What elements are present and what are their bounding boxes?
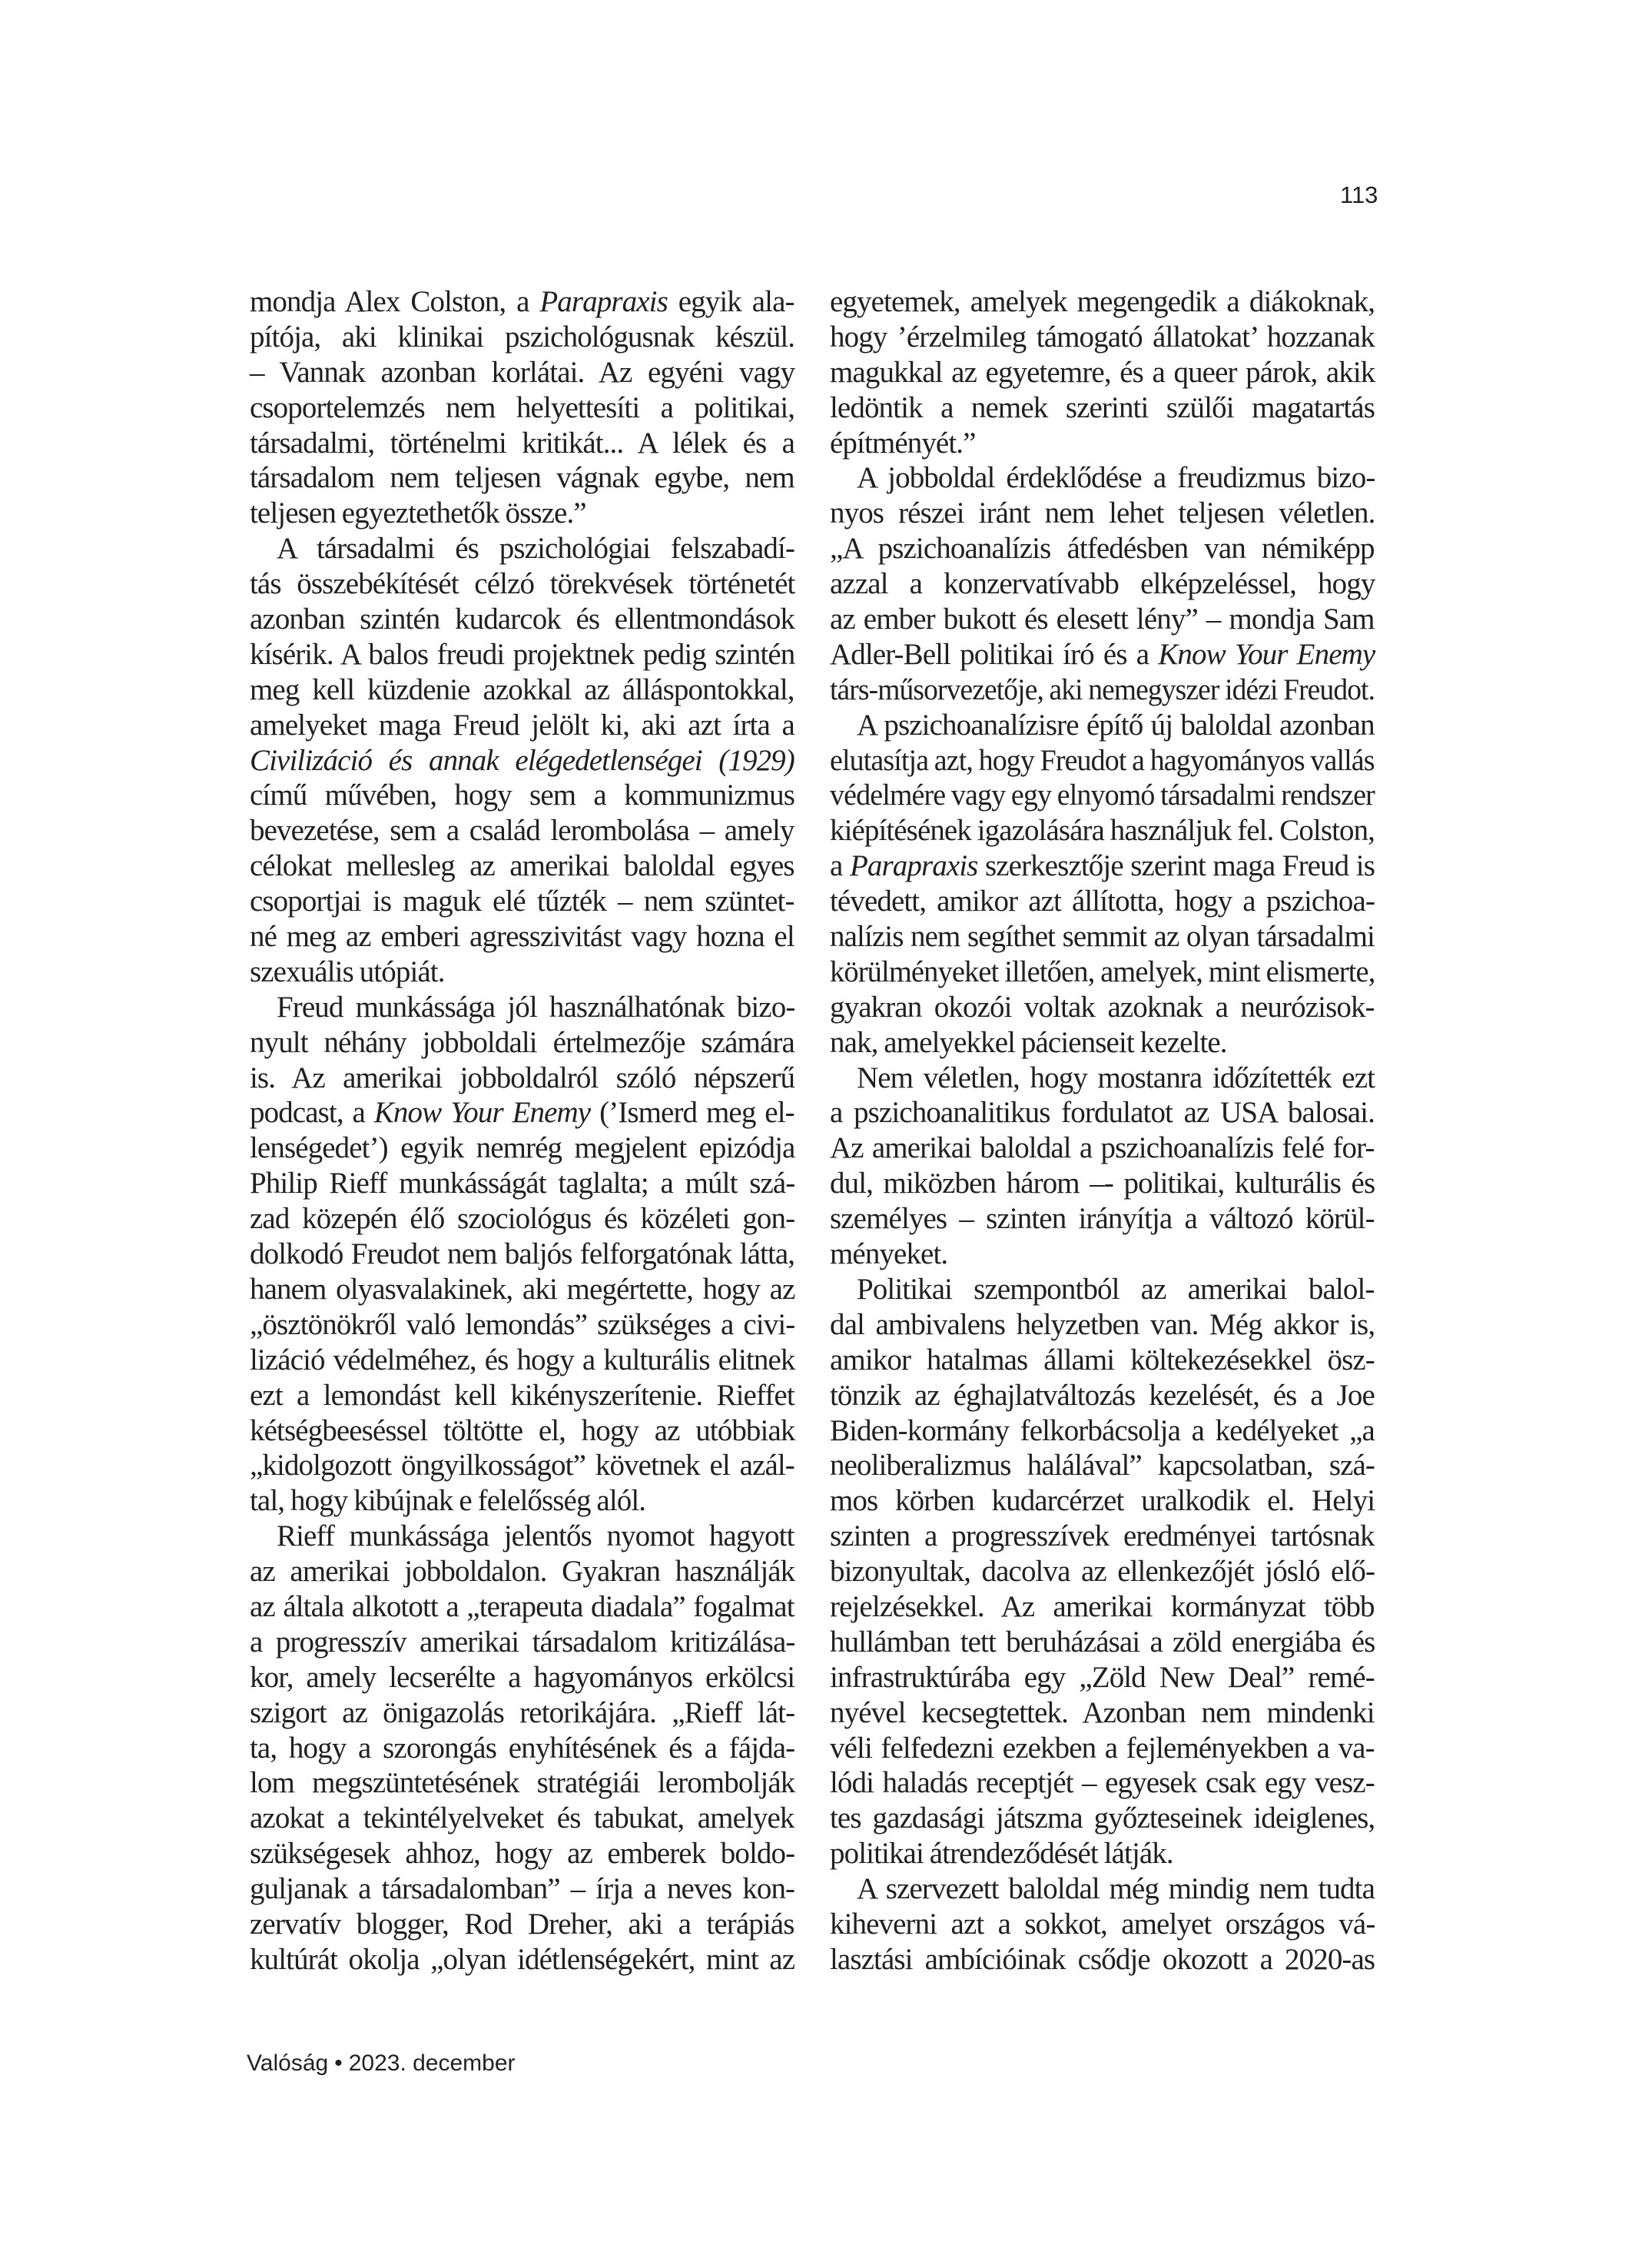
text-segment: lódi haladás receptjét – egyesek csak egy vesz- [830, 1766, 1375, 1800]
text-line [250, 919, 794, 955]
text-segment: személyes – szinten irányítja a változó körül- [830, 1202, 1375, 1236]
text-segment: kor, amely lecserélte a hagyományos erkölcsi [250, 1660, 795, 1694]
text-segment: védelmére vagy egy elnyomó társadalmi rendszer [830, 779, 1375, 812]
text-line [250, 1731, 794, 1766]
text-segment: hogy ’érzelmileg támogató állatokat’ hozzanak [830, 320, 1375, 354]
text-segment: azokat a tekintélyelveket és tabukat, amelyek [250, 1801, 794, 1835]
text-line [830, 426, 1375, 461]
text-segment: hullámban tett beruházásai a zöld energiába és [830, 1625, 1375, 1659]
italic-title: Parapraxis [849, 849, 978, 883]
text-segment: lasztási ambícióinak csődje okozott a 2020-as [830, 1942, 1375, 1976]
text-segment: hanem olyasvalakinek, aki megértette, hogy az [250, 1272, 795, 1306]
text-line [250, 460, 794, 496]
text-segment: bevezetése, sem a család lerombolása – amely [250, 814, 794, 848]
text-segment: nyos részei iránt nem lehet teljesen véletlen. [830, 496, 1375, 530]
text-segment: kiépítésének igazolására használjuk fel. Colston, [830, 814, 1375, 848]
text-line [250, 1589, 794, 1625]
text-segment: guljanak a társadalomban” – írja a neves kon- [250, 1872, 795, 1906]
text-line [830, 320, 1375, 355]
text-line [830, 1201, 1375, 1237]
text-segment: szexuális utópiát. [250, 955, 445, 988]
text-line [830, 1695, 1375, 1731]
text-line [830, 990, 1375, 1025]
text-line [830, 1589, 1375, 1625]
text-line [250, 990, 794, 1025]
text-segment: a pszichoanalitikus fordulatot az USA balosai. [830, 1096, 1375, 1130]
text-line [250, 1307, 794, 1343]
text-segment: kiheverni azt a sokkot, amelyet országos vá- [830, 1907, 1375, 1941]
text-line [250, 1201, 794, 1237]
text-line [830, 1237, 1375, 1272]
text-line [830, 1095, 1375, 1131]
text-segment: építményét.” [830, 426, 976, 460]
text-line [250, 778, 794, 813]
text-line [250, 1871, 794, 1907]
text-segment: Freud munkássága jól használhatónak bizo- [277, 990, 795, 1024]
text-segment: egyetemek, amelyek megengedik a diákoknak, [830, 285, 1375, 318]
text-segment: lizáció védelméhez, és hogy a kulturális elitnek [250, 1343, 795, 1376]
text-line [830, 778, 1375, 813]
text-line [830, 1483, 1375, 1519]
text-segment: bizonyultak, dacolva az ellenkezőjét jósló elő- [830, 1555, 1375, 1589]
italic-title: Civilizáció és annak elégedetlenségei (1929) [250, 743, 794, 777]
italic-title: Know Your Enemy [1158, 637, 1375, 671]
text-segment: csoportjai is maguk elé tűzték – nem szüntet- [250, 885, 794, 918]
text-segment: „A pszichoanalízis átfedésben van némiképp [830, 532, 1375, 566]
text-segment: dul, miközben három –- politikai, kulturális és [830, 1167, 1375, 1200]
text-line [250, 1519, 794, 1554]
text-line [250, 1166, 794, 1201]
text-segment: nyével kecsegtettek. Azonban nem mindenki [830, 1695, 1375, 1729]
text-segment: az amerikai jobboldalon. Gyakran használják [250, 1555, 795, 1589]
text-column-left [250, 284, 794, 1977]
text-segment: magukkal az egyetemre, és a queer párok, akik [830, 355, 1375, 389]
text-line [830, 1907, 1375, 1942]
text-line [250, 672, 794, 708]
text-line [830, 1272, 1375, 1307]
text-segment: – Vannak azonban korlátai. Az egyéni vagy [250, 355, 795, 389]
text-line [830, 1625, 1375, 1660]
text-segment: azzal a konzervatívabb elképzeléssel, hogy [830, 567, 1375, 601]
text-segment: gyakran okozói voltak azoknak a neurózisok- [830, 990, 1375, 1024]
text-segment: kultúrát okolja „olyan idétlenségekért, mint az [250, 1942, 795, 1976]
text-segment: meg kell küzdenie azokkal az álláspontokkal, [250, 672, 794, 706]
text-line [830, 1343, 1375, 1378]
text-line [830, 708, 1375, 743]
text-segment: csoportelemzés nem helyettesíti a politikai, [250, 390, 795, 424]
text-segment: tás összebékítését célzó törekvések történetét [250, 567, 795, 601]
text-segment: az ember bukott és elesett lény” – mondja Sam [830, 603, 1375, 636]
text-line [830, 1765, 1375, 1801]
page-number: 113 [1340, 181, 1378, 208]
text-segment: célokat mellesleg az amerikai baloldal egyes [250, 849, 794, 883]
text-line [250, 813, 794, 848]
text-line [250, 390, 794, 426]
text-segment: A pszichoanalízisre építő új baloldal azonban [857, 708, 1375, 742]
journal-name: Valóság [247, 2050, 329, 2076]
text-line [830, 955, 1375, 990]
text-segment: is. Az amerikai jobboldalról szóló népszerű [250, 1061, 795, 1094]
text-segment: tal, hogy kibújnak e felelősség alól. [250, 1484, 646, 1518]
text-segment: szinten a progresszívek eredményei tartósnak [830, 1519, 1375, 1553]
text-segment: nyult néhány jobboldali értelmezője számára [250, 1025, 794, 1059]
text-line [250, 1625, 794, 1660]
text-segment: tévedett, amikor azt állította, hogy a pszichoa- [830, 885, 1375, 918]
text-segment: tönzik az éghajlatváltozás kezelését, és a Joe [830, 1378, 1375, 1412]
text-segment: szigort az önigazolás retorikájára. „Rieff lát- [250, 1695, 795, 1729]
text-segment: infrastruktúrába egy „Zöld New Deal” remé- [830, 1660, 1375, 1694]
text-line [250, 1765, 794, 1801]
text-line [830, 1413, 1375, 1449]
text-segment: nalízis nem segíthet semmit az olyan társadalmi [830, 920, 1375, 954]
text-segment: né meg az emberi agresszivitást vagy hozna el [250, 920, 794, 954]
text-line [250, 1554, 794, 1589]
text-line [830, 460, 1375, 496]
italic-title: Parapraxis [539, 285, 668, 318]
text-line [250, 708, 794, 743]
text-line [830, 1448, 1375, 1483]
text-line [830, 1801, 1375, 1836]
text-line [830, 1836, 1375, 1871]
text-segment: Adler-Bell politikai író és a [830, 637, 1159, 671]
text-line [250, 284, 794, 320]
text-line [250, 1061, 794, 1096]
text-segment: az általa alkotott a „terapeuta diadala” fogalmat [250, 1589, 794, 1623]
text-line [250, 602, 794, 637]
text-segment: kísérik. A balos freudi projektnek pedig szintén [250, 637, 795, 671]
text-line [830, 284, 1375, 320]
text-line [830, 1307, 1375, 1343]
text-segment: kétségbeeséssel töltötte el, hogy az utóbbiak [250, 1413, 795, 1447]
text-segment: elutasítja azt, hogy Freudot a hagyományos vallás [830, 743, 1375, 777]
text-line [250, 1343, 794, 1378]
text-segment: című művében, hogy sem a kommunizmus [250, 779, 794, 812]
text-line [830, 390, 1375, 426]
page-footer [247, 2050, 516, 2077]
text-segment: társadalom nem teljesen vágnak egybe, nem [250, 461, 794, 495]
text-line [250, 1942, 794, 1977]
text-segment: azonban szintén kudarcok és ellentmondások [250, 603, 795, 636]
text-segment: társ-műsorvezetője, aki nemegyszer idézi Freudot. [830, 672, 1375, 706]
text-line [830, 637, 1375, 672]
text-line [250, 1660, 794, 1695]
text-segment: amikor hatalmas állami költekezésekkel ösz- [830, 1343, 1375, 1376]
text-segment: ezt a lemondást kell kikényszerítenie. Rieffet [250, 1378, 794, 1412]
text-line [830, 1131, 1375, 1166]
text-line [830, 1378, 1375, 1413]
text-line [250, 1483, 794, 1519]
text-segment: szerkesztője szerint maga Freud is [977, 849, 1375, 883]
text-line [830, 496, 1375, 531]
text-line [830, 1061, 1375, 1096]
text-segment: Philip Rieff munkásságát taglalta; a múlt szá- [250, 1167, 795, 1200]
text-segment: A szervezett baloldal még mindig nem tudta [857, 1872, 1375, 1906]
text-line [830, 1166, 1375, 1201]
text-segment: A jobboldal érdeklődése a freudizmus bizo- [857, 461, 1375, 495]
text-segment: Nem véletlen, hogy mostanra időzítették ezt [857, 1061, 1375, 1094]
text-line [250, 1695, 794, 1731]
text-line [250, 743, 794, 779]
text-segment: teljesen egyeztethetők össze.” [250, 496, 586, 530]
text-line [830, 919, 1375, 955]
text-segment: tes gazdasági játszma győzteseinek ideiglenes, [830, 1801, 1375, 1835]
text-line [250, 1237, 794, 1272]
text-segment: egyik ala- [667, 285, 794, 318]
text-line [250, 426, 794, 461]
text-line [830, 1554, 1375, 1589]
text-line [830, 1871, 1375, 1907]
text-line [250, 355, 794, 390]
text-line [250, 1907, 794, 1942]
text-line [250, 637, 794, 672]
text-segment: rejelzésekkel. Az amerikai kormányzat több [830, 1589, 1375, 1623]
text-line [250, 1413, 794, 1449]
text-segment: szükségesek ahhoz, hogy az emberek boldo- [250, 1837, 795, 1871]
text-line [830, 813, 1375, 848]
text-segment: amelyeket maga Freud jelölt ki, aki azt írta a [250, 708, 794, 742]
text-line [830, 1519, 1375, 1554]
text-segment: podcast, a [250, 1096, 374, 1130]
text-segment: lom megszüntetésének stratégiái lerombolják [250, 1766, 795, 1800]
text-line [250, 1272, 794, 1307]
text-line [250, 1131, 794, 1166]
text-line [250, 1025, 794, 1061]
text-segment: lenségedet’) egyik nemrég megjelent epizódja [250, 1131, 795, 1165]
text-segment: ta, hogy a szorongás enyhítésének és a fájda- [250, 1731, 795, 1765]
text-line [250, 1378, 794, 1413]
text-line [250, 1448, 794, 1483]
text-line [830, 672, 1375, 708]
text-segment: társadalmi, történelmi kritikát... A lélek és a [250, 426, 795, 460]
text-segment: dolkodó Freudot nem baljós felforgatónak látta, [250, 1237, 795, 1271]
bullet-separator: • [334, 2050, 343, 2076]
text-segment: Rieff munkássága jelentős nyomot hagyott [277, 1519, 794, 1553]
text-line [830, 848, 1375, 884]
text-line [830, 355, 1375, 390]
text-segment: dal ambivalens helyzetben van. Még akkor is, [830, 1307, 1375, 1341]
text-segment: zad közepén élő szociológus és közéleti gon- [250, 1202, 795, 1236]
italic-title: Know Your Enemy [373, 1096, 591, 1130]
text-segment: ledöntik a nemek szerinti szülői magatartás [830, 390, 1375, 424]
text-segment: „ösztönökről való lemondás” szükséges a civi- [250, 1307, 795, 1341]
text-line [830, 884, 1375, 919]
text-line [830, 1660, 1375, 1695]
text-segment: Biden-kormány felkorbácsolja a kedélyeket „a [830, 1413, 1375, 1447]
text-line [250, 1836, 794, 1871]
text-segment: „kidolgozott öngyilkosságot” követnek el azál- [250, 1449, 794, 1483]
text-segment: mos körben kudarcérzet uralkodik el. Helyi [830, 1484, 1375, 1518]
text-line [250, 566, 794, 602]
text-line [830, 1025, 1375, 1061]
text-line [250, 496, 794, 531]
text-segment: Politikai szempontból az amerikai balol- [857, 1272, 1375, 1306]
text-segment: a progresszív amerikai társadalom kritizálása- [250, 1625, 795, 1659]
text-line [250, 848, 794, 884]
text-line [830, 1731, 1375, 1766]
text-line [250, 955, 794, 990]
text-line [250, 320, 794, 355]
text-line [250, 1095, 794, 1131]
text-segment: pítója, aki klinikai pszichológusnak készül. [250, 320, 795, 354]
text-line [830, 566, 1375, 602]
text-segment: zervatív blogger, Rod Dreher, aki a terápiás [250, 1907, 794, 1941]
text-line [830, 531, 1375, 566]
text-line [250, 531, 794, 566]
text-line [250, 1801, 794, 1836]
text-line [830, 602, 1375, 637]
text-segment: nak, amelyekkel pácienseit kezelte. [830, 1025, 1227, 1059]
text-segment: körülményeket illetően, amelyek, mint elismerte, [830, 955, 1375, 988]
text-column-right [830, 284, 1375, 1977]
text-segment: Az amerikai baloldal a pszichoanalízis felé for- [830, 1131, 1375, 1165]
text-line [830, 1942, 1375, 1977]
text-segment: véli felfedezni ezekben a fejleményekben a va- [830, 1731, 1375, 1765]
text-segment: ményeket. [830, 1237, 948, 1271]
text-segment: politikai átrendeződését látják. [830, 1837, 1173, 1871]
text-line [830, 743, 1375, 779]
text-segment: neoliberalizmus halálával” kapcsolatban, szá- [830, 1449, 1375, 1483]
text-segment: (’Ismerd meg el- [590, 1096, 794, 1130]
issue-date: 2023. december [348, 2050, 516, 2076]
text-segment: a [830, 849, 850, 883]
text-line [250, 884, 794, 919]
text-segment: mondja Alex Colston, a [250, 285, 540, 318]
text-segment: A társadalmi és pszichológiai felszabadí- [277, 532, 795, 566]
